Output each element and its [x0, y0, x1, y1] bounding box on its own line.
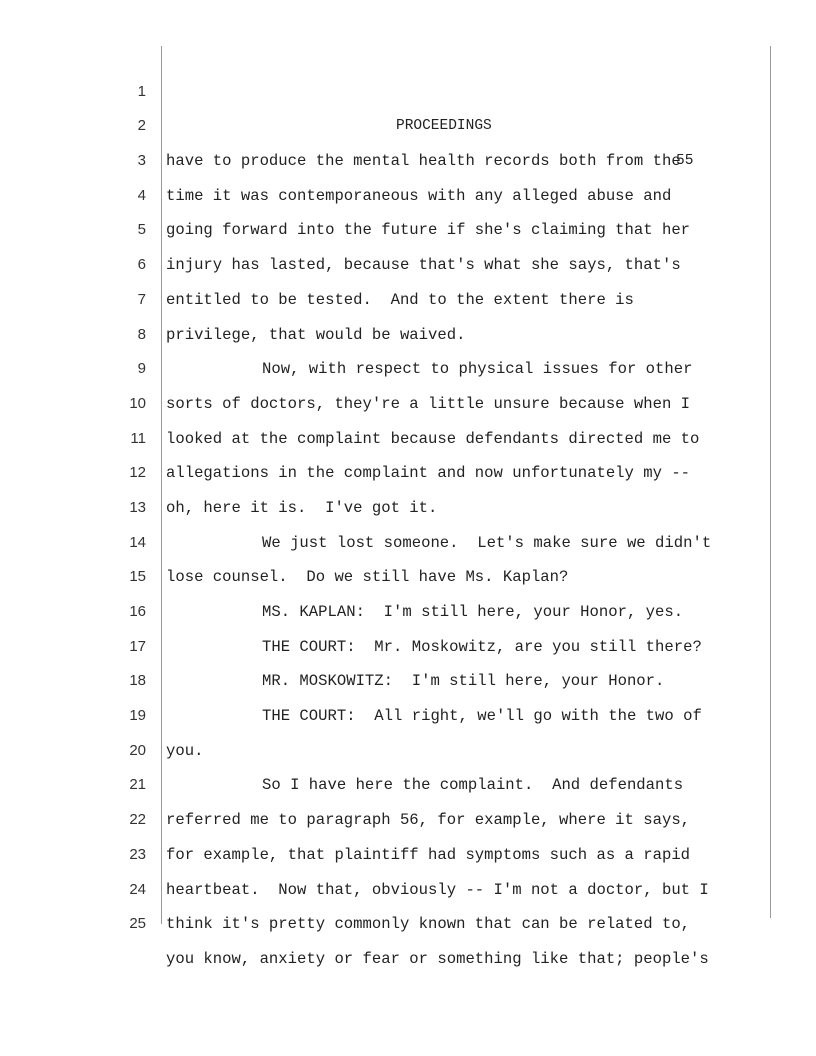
line-text: you know, anxiety or fear or something like that; people's — [166, 949, 709, 968]
line-number: 15 — [129, 568, 146, 586]
line-number: 2 — [137, 117, 146, 135]
line-number: 7 — [137, 290, 146, 308]
line-text: THE COURT: Mr. Moskowitz, are you still there? — [262, 637, 702, 656]
line-text: MS. KAPLAN: I'm still here, your Honor, yes. — [262, 603, 684, 622]
line-number: 24 — [129, 880, 146, 898]
line-number: 21 — [129, 776, 146, 794]
line-number: 17 — [129, 637, 146, 655]
line-text: lose counsel. Do we still have Ms. Kaplan? — [166, 568, 569, 587]
line-number: 19 — [129, 707, 146, 725]
line-text: We just lost someone. Let's make sure we didn't — [262, 533, 712, 552]
line-text: THE COURT: All right, we'll go with the two of — [262, 707, 702, 726]
line-number: 23 — [129, 845, 146, 863]
line-text: time it was contemporaneous with any alleged abuse and — [166, 186, 672, 205]
line-number: 6 — [137, 256, 146, 274]
line-number: 25 — [129, 915, 146, 933]
line-text: privilege, that would be waived. — [166, 325, 466, 344]
line-number: 11 — [130, 429, 146, 447]
line-number: 4 — [137, 186, 146, 204]
line-number: 18 — [129, 672, 146, 690]
page-number: 55 — [676, 153, 694, 170]
page-header-title: PROCEEDINGS — [396, 118, 492, 135]
line-number: 16 — [129, 603, 146, 621]
line-text: allegations in the complaint and now unfortunately my -- — [166, 464, 691, 483]
line-number: 1 — [137, 82, 146, 100]
line-text: sorts of doctors, they're a little unsure because when I — [166, 394, 691, 413]
line-text: heartbeat. Now that, obviously -- I'm not a doctor, but I — [166, 880, 709, 899]
line-text: oh, here it is. I've got it. — [166, 498, 438, 517]
line-text: for example, that plaintiff had symptoms such as a rapid — [166, 845, 691, 864]
line-text: you. — [166, 741, 204, 760]
line-text: So I have here the complaint. And defendants — [262, 776, 684, 795]
line-number: 14 — [129, 533, 146, 551]
transcript-lines — [0, 40, 816, 968]
line-number: 13 — [129, 498, 146, 516]
line-text: have to produce the mental health records both from the — [166, 152, 681, 171]
line-number: 9 — [137, 360, 146, 378]
line-number: 20 — [129, 741, 146, 759]
line-text: MR. MOSKOWITZ: I'm still here, your Honor. — [262, 672, 665, 691]
line-number: 22 — [129, 811, 146, 829]
line-number: 10 — [129, 394, 146, 412]
line-number: 8 — [137, 325, 146, 343]
line-text: injury has lasted, because that's what she says, that's — [166, 256, 681, 275]
line-text: referred me to paragraph 56, for example, where it says, — [166, 811, 691, 830]
line-number: 3 — [137, 152, 146, 170]
line-number: 5 — [137, 221, 146, 239]
line-text: entitled to be tested. And to the extent there is — [166, 290, 634, 309]
line-text: going forward into the future if she's claiming that her — [166, 221, 691, 240]
line-number: 12 — [129, 464, 146, 482]
line-text: Now, with respect to physical issues for other — [262, 360, 693, 379]
line-text: looked at the complaint because defendants directed me to — [166, 429, 700, 448]
line-text: think it's pretty commonly known that can be related to, — [166, 915, 691, 934]
